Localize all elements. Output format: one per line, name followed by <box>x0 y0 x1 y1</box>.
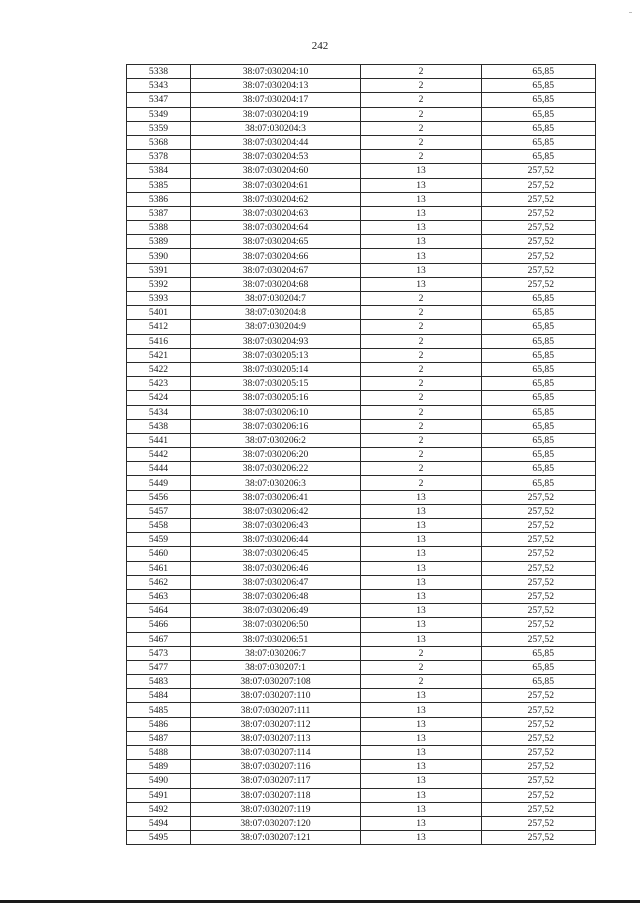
row-number-cell: 5444 <box>127 462 191 476</box>
category-cell: 2 <box>361 646 482 660</box>
row-number-cell: 5389 <box>127 235 191 249</box>
cadastral-number-cell: 38:07:030206:22 <box>191 462 361 476</box>
cadastral-number-cell: 38:07:030204:8 <box>191 306 361 320</box>
table-row <box>127 320 596 334</box>
table-row <box>127 79 596 93</box>
cadastral-number-cell: 38:07:030205:15 <box>191 377 361 391</box>
table-row <box>127 448 596 462</box>
category-cell: 13 <box>361 547 482 561</box>
row-number-cell: 5488 <box>127 746 191 760</box>
row-number-cell: 5486 <box>127 717 191 731</box>
cadastral-number-cell: 38:07:030204:62 <box>191 192 361 206</box>
category-cell: 13 <box>361 519 482 533</box>
category-cell: 13 <box>361 831 482 845</box>
cadastral-number-cell: 38:07:030206:44 <box>191 533 361 547</box>
value-cell: 257,52 <box>482 774 596 788</box>
value-cell: 65,85 <box>482 65 596 79</box>
table-row <box>127 93 596 107</box>
table-row <box>127 490 596 504</box>
cadastral-number-cell: 38:07:030206:41 <box>191 490 361 504</box>
bottom-rule <box>0 900 640 903</box>
value-cell: 65,85 <box>482 306 596 320</box>
value-cell: 65,85 <box>482 433 596 447</box>
table-row <box>127 391 596 405</box>
value-cell: 257,52 <box>482 504 596 518</box>
value-cell: 65,85 <box>482 121 596 135</box>
category-cell: 2 <box>361 433 482 447</box>
cadastral-number-cell: 38:07:030206:10 <box>191 405 361 419</box>
category-cell: 13 <box>361 277 482 291</box>
value-cell: 65,85 <box>482 660 596 674</box>
row-number-cell: 5387 <box>127 206 191 220</box>
value-cell: 257,52 <box>482 689 596 703</box>
value-cell: 65,85 <box>482 448 596 462</box>
category-cell: 13 <box>361 263 482 277</box>
table-row <box>127 802 596 816</box>
cadastral-number-cell: 38:07:030206:51 <box>191 632 361 646</box>
value-cell: 65,85 <box>482 405 596 419</box>
value-cell: 257,52 <box>482 192 596 206</box>
table-row <box>127 689 596 703</box>
category-cell: 13 <box>361 717 482 731</box>
category-cell: 13 <box>361 178 482 192</box>
cadastral-number-cell: 38:07:030206:16 <box>191 419 361 433</box>
cadastral-number-cell: 38:07:030204:61 <box>191 178 361 192</box>
row-number-cell: 5385 <box>127 178 191 192</box>
category-cell: 2 <box>361 362 482 376</box>
category-cell: 2 <box>361 93 482 107</box>
category-cell: 2 <box>361 348 482 362</box>
row-number-cell: 5458 <box>127 519 191 533</box>
cadastral-number-cell: 38:07:030204:7 <box>191 292 361 306</box>
page-number: 242 <box>311 40 329 52</box>
table-row <box>127 334 596 348</box>
category-cell: 13 <box>361 533 482 547</box>
row-number-cell: 5422 <box>127 362 191 376</box>
cadastral-number-cell: 38:07:030206:42 <box>191 504 361 518</box>
table-row <box>127 660 596 674</box>
cadastral-number-cell: 38:07:030207:118 <box>191 788 361 802</box>
cadastral-number-cell: 38:07:030204:64 <box>191 221 361 235</box>
cadastral-number-cell: 38:07:030204:93 <box>191 334 361 348</box>
table-row <box>127 221 596 235</box>
table-row <box>127 561 596 575</box>
value-cell: 257,52 <box>482 178 596 192</box>
cadastral-number-cell: 38:07:030206:7 <box>191 646 361 660</box>
category-cell: 2 <box>361 292 482 306</box>
cadastral-number-cell: 38:07:030204:9 <box>191 320 361 334</box>
value-cell: 257,52 <box>482 249 596 263</box>
value-cell: 65,85 <box>482 79 596 93</box>
row-number-cell: 5459 <box>127 533 191 547</box>
category-cell: 2 <box>361 377 482 391</box>
cadastral-number-cell: 38:07:030206:45 <box>191 547 361 561</box>
cadastral-number-cell: 38:07:030207:120 <box>191 816 361 830</box>
row-number-cell: 5378 <box>127 150 191 164</box>
table-row <box>127 476 596 490</box>
row-number-cell: 5391 <box>127 263 191 277</box>
value-cell: 257,52 <box>482 746 596 760</box>
row-number-cell: 5441 <box>127 433 191 447</box>
row-number-cell: 5386 <box>127 192 191 206</box>
row-number-cell: 5494 <box>127 816 191 830</box>
value-cell: 65,85 <box>482 348 596 362</box>
data-table <box>126 64 596 845</box>
table-row <box>127 831 596 845</box>
category-cell: 2 <box>361 150 482 164</box>
category-cell: 13 <box>361 703 482 717</box>
cadastral-number-cell: 38:07:030207:117 <box>191 774 361 788</box>
cadastral-number-cell: 38:07:030207:121 <box>191 831 361 845</box>
table-row <box>127 277 596 291</box>
table-row <box>127 419 596 433</box>
category-cell: 13 <box>361 774 482 788</box>
table-row <box>127 150 596 164</box>
cadastral-number-cell: 38:07:030204:67 <box>191 263 361 277</box>
category-cell: 13 <box>361 632 482 646</box>
cadastral-number-cell: 38:07:030207:112 <box>191 717 361 731</box>
value-cell: 257,52 <box>482 277 596 291</box>
category-cell: 2 <box>361 135 482 149</box>
cadastral-number-cell: 38:07:030207:119 <box>191 802 361 816</box>
row-number-cell: 5424 <box>127 391 191 405</box>
value-cell: 257,52 <box>482 206 596 220</box>
table-row <box>127 703 596 717</box>
table-row <box>127 433 596 447</box>
cadastral-number-cell: 38:07:030204:66 <box>191 249 361 263</box>
value-cell: 257,52 <box>482 604 596 618</box>
row-number-cell: 5416 <box>127 334 191 348</box>
cadastral-number-cell: 38:07:030204:60 <box>191 164 361 178</box>
row-number-cell: 5483 <box>127 675 191 689</box>
table-row <box>127 107 596 121</box>
category-cell: 2 <box>361 391 482 405</box>
value-cell: 257,52 <box>482 731 596 745</box>
table-row <box>127 547 596 561</box>
cadastral-number-cell: 38:07:030206:43 <box>191 519 361 533</box>
row-number-cell: 5495 <box>127 831 191 845</box>
table-row <box>127 675 596 689</box>
value-cell: 257,52 <box>482 490 596 504</box>
cadastral-number-cell: 38:07:030206:49 <box>191 604 361 618</box>
table-row <box>127 533 596 547</box>
value-cell: 65,85 <box>482 476 596 490</box>
cadastral-number-cell: 38:07:030204:53 <box>191 150 361 164</box>
row-number-cell: 5384 <box>127 164 191 178</box>
cadastral-number-cell: 38:07:030207:111 <box>191 703 361 717</box>
cadastral-number-cell: 38:07:030205:16 <box>191 391 361 405</box>
value-cell: 257,52 <box>482 618 596 632</box>
cadastral-number-cell: 38:07:030204:63 <box>191 206 361 220</box>
table-row <box>127 746 596 760</box>
category-cell: 2 <box>361 320 482 334</box>
table-row <box>127 192 596 206</box>
category-cell: 13 <box>361 504 482 518</box>
category-cell: 13 <box>361 164 482 178</box>
category-cell: 13 <box>361 589 482 603</box>
value-cell: 65,85 <box>482 646 596 660</box>
row-number-cell: 5457 <box>127 504 191 518</box>
cadastral-number-cell: 38:07:030204:3 <box>191 121 361 135</box>
cadastral-number-cell: 38:07:030204:44 <box>191 135 361 149</box>
row-number-cell: 5462 <box>127 575 191 589</box>
cadastral-number-cell: 38:07:030206:50 <box>191 618 361 632</box>
row-number-cell: 5438 <box>127 419 191 433</box>
category-cell: 13 <box>361 192 482 206</box>
table-row <box>127 604 596 618</box>
cadastral-number-cell: 38:07:030205:14 <box>191 362 361 376</box>
value-cell: 65,85 <box>482 377 596 391</box>
row-number-cell: 5343 <box>127 79 191 93</box>
table-row <box>127 292 596 306</box>
row-number-cell: 5393 <box>127 292 191 306</box>
category-cell: 2 <box>361 448 482 462</box>
category-cell: 2 <box>361 334 482 348</box>
row-number-cell: 5442 <box>127 448 191 462</box>
category-cell: 2 <box>361 462 482 476</box>
category-cell: 2 <box>361 405 482 419</box>
row-number-cell: 5466 <box>127 618 191 632</box>
category-cell: 13 <box>361 249 482 263</box>
table-row <box>127 618 596 632</box>
category-cell: 2 <box>361 660 482 674</box>
table-row <box>127 717 596 731</box>
value-cell: 65,85 <box>482 93 596 107</box>
row-number-cell: 5461 <box>127 561 191 575</box>
table-row <box>127 164 596 178</box>
value-cell: 257,52 <box>482 221 596 235</box>
category-cell: 13 <box>361 561 482 575</box>
cadastral-number-cell: 38:07:030204:10 <box>191 65 361 79</box>
cadastral-number-cell: 38:07:030207:113 <box>191 731 361 745</box>
row-number-cell: 5473 <box>127 646 191 660</box>
category-cell: 2 <box>361 675 482 689</box>
table-row <box>127 774 596 788</box>
table-row <box>127 632 596 646</box>
table-row <box>127 348 596 362</box>
table-row <box>127 646 596 660</box>
row-number-cell: 5484 <box>127 689 191 703</box>
value-cell: 65,85 <box>482 292 596 306</box>
row-number-cell: 5401 <box>127 306 191 320</box>
row-number-cell: 5349 <box>127 107 191 121</box>
category-cell: 13 <box>361 788 482 802</box>
cadastral-number-cell: 38:07:030207:114 <box>191 746 361 760</box>
category-cell: 13 <box>361 760 482 774</box>
category-cell: 2 <box>361 419 482 433</box>
value-cell: 257,52 <box>482 831 596 845</box>
table-row <box>127 249 596 263</box>
category-cell: 2 <box>361 476 482 490</box>
row-number-cell: 5392 <box>127 277 191 291</box>
value-cell: 257,52 <box>482 164 596 178</box>
cadastral-number-cell: 38:07:030204:13 <box>191 79 361 93</box>
value-cell: 65,85 <box>482 150 596 164</box>
row-number-cell: 5463 <box>127 589 191 603</box>
category-cell: 13 <box>361 235 482 249</box>
row-number-cell: 5485 <box>127 703 191 717</box>
row-number-cell: 5490 <box>127 774 191 788</box>
row-number-cell: 5390 <box>127 249 191 263</box>
category-cell: 13 <box>361 746 482 760</box>
value-cell: 65,85 <box>482 135 596 149</box>
cadastral-number-cell: 38:07:030204:19 <box>191 107 361 121</box>
category-cell: 13 <box>361 575 482 589</box>
category-cell: 2 <box>361 65 482 79</box>
row-number-cell: 5456 <box>127 490 191 504</box>
scan-mark <box>629 12 632 13</box>
table-row <box>127 362 596 376</box>
value-cell: 257,52 <box>482 519 596 533</box>
category-cell: 13 <box>361 490 482 504</box>
table-row <box>127 816 596 830</box>
row-number-cell: 5359 <box>127 121 191 135</box>
value-cell: 257,52 <box>482 235 596 249</box>
value-cell: 257,52 <box>482 547 596 561</box>
value-cell: 65,85 <box>482 334 596 348</box>
row-number-cell: 5464 <box>127 604 191 618</box>
row-number-cell: 5460 <box>127 547 191 561</box>
table-row <box>127 575 596 589</box>
cadastral-number-cell: 38:07:030206:20 <box>191 448 361 462</box>
row-number-cell: 5491 <box>127 788 191 802</box>
cadastral-number-cell: 38:07:030206:46 <box>191 561 361 575</box>
value-cell: 257,52 <box>482 632 596 646</box>
category-cell: 2 <box>361 107 482 121</box>
row-number-cell: 5449 <box>127 476 191 490</box>
row-number-cell: 5412 <box>127 320 191 334</box>
value-cell: 257,52 <box>482 788 596 802</box>
category-cell: 13 <box>361 206 482 220</box>
table-row <box>127 306 596 320</box>
row-number-cell: 5489 <box>127 760 191 774</box>
value-cell: 257,52 <box>482 802 596 816</box>
cadastral-number-cell: 38:07:030205:13 <box>191 348 361 362</box>
cadastral-number-cell: 38:07:030207:110 <box>191 689 361 703</box>
table-row <box>127 121 596 135</box>
value-cell: 65,85 <box>482 462 596 476</box>
cadastral-number-cell: 38:07:030206:47 <box>191 575 361 589</box>
row-number-cell: 5421 <box>127 348 191 362</box>
row-number-cell: 5434 <box>127 405 191 419</box>
table-row <box>127 589 596 603</box>
table-row <box>127 235 596 249</box>
table-row <box>127 788 596 802</box>
category-cell: 13 <box>361 689 482 703</box>
table-row <box>127 519 596 533</box>
value-cell: 257,52 <box>482 561 596 575</box>
category-cell: 13 <box>361 618 482 632</box>
category-cell: 13 <box>361 604 482 618</box>
cadastral-number-cell: 38:07:030206:48 <box>191 589 361 603</box>
cadastral-number-cell: 38:07:030204:17 <box>191 93 361 107</box>
table-row <box>127 178 596 192</box>
value-cell: 257,52 <box>482 533 596 547</box>
table-row <box>127 135 596 149</box>
cadastral-number-cell: 38:07:030204:65 <box>191 235 361 249</box>
value-cell: 65,85 <box>482 419 596 433</box>
cadastral-number-cell: 38:07:030207:116 <box>191 760 361 774</box>
value-cell: 257,52 <box>482 575 596 589</box>
category-cell: 2 <box>361 79 482 93</box>
value-cell: 65,85 <box>482 107 596 121</box>
table-body <box>127 65 596 845</box>
row-number-cell: 5423 <box>127 377 191 391</box>
value-cell: 257,52 <box>482 816 596 830</box>
table-row <box>127 760 596 774</box>
cadastral-number-cell: 38:07:030204:68 <box>191 277 361 291</box>
value-cell: 257,52 <box>482 717 596 731</box>
value-cell: 257,52 <box>482 263 596 277</box>
value-cell: 65,85 <box>482 675 596 689</box>
value-cell: 65,85 <box>482 391 596 405</box>
table-row <box>127 504 596 518</box>
value-cell: 257,52 <box>482 589 596 603</box>
row-number-cell: 5347 <box>127 93 191 107</box>
row-number-cell: 5338 <box>127 65 191 79</box>
table-row <box>127 206 596 220</box>
row-number-cell: 5467 <box>127 632 191 646</box>
value-cell: 65,85 <box>482 362 596 376</box>
category-cell: 2 <box>361 121 482 135</box>
category-cell: 2 <box>361 306 482 320</box>
table-row <box>127 462 596 476</box>
row-number-cell: 5487 <box>127 731 191 745</box>
row-number-cell: 5368 <box>127 135 191 149</box>
table-row <box>127 263 596 277</box>
row-number-cell: 5388 <box>127 221 191 235</box>
category-cell: 13 <box>361 221 482 235</box>
value-cell: 65,85 <box>482 320 596 334</box>
cadastral-number-cell: 38:07:030206:2 <box>191 433 361 447</box>
value-cell: 257,52 <box>482 760 596 774</box>
cadastral-number-cell: 38:07:030206:3 <box>191 476 361 490</box>
table-row <box>127 65 596 79</box>
category-cell: 13 <box>361 816 482 830</box>
table-row <box>127 405 596 419</box>
row-number-cell: 5492 <box>127 802 191 816</box>
value-cell: 257,52 <box>482 703 596 717</box>
cadastral-number-cell: 38:07:030207:108 <box>191 675 361 689</box>
cadastral-number-cell: 38:07:030207:1 <box>191 660 361 674</box>
row-number-cell: 5477 <box>127 660 191 674</box>
table-row <box>127 731 596 745</box>
category-cell: 13 <box>361 802 482 816</box>
table-row <box>127 377 596 391</box>
category-cell: 13 <box>361 731 482 745</box>
